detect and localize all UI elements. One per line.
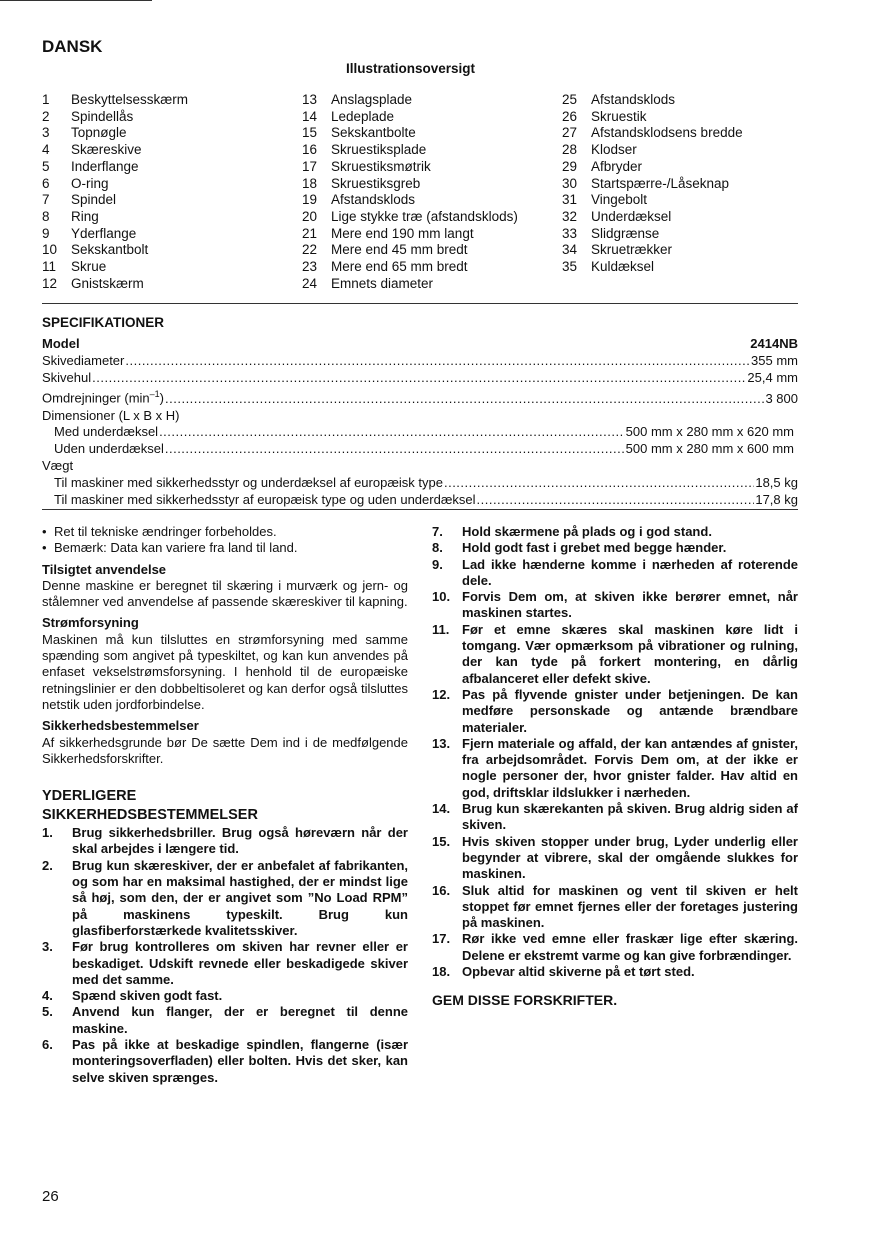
illustration-item-label: Slidgrænse: [591, 225, 660, 241]
safety-rule-number: 15.: [432, 833, 451, 849]
heading-sikkerhed: Sikkerhedsbestemmelser: [42, 718, 199, 734]
safety-rule: [432, 622, 798, 687]
illustration-title-underline: [0, 0, 152, 1]
illustration-item: [302, 209, 552, 226]
illustration-item-number: 9: [42, 225, 50, 241]
safety-rule: [432, 687, 798, 736]
illustration-item-label: Skruestik: [591, 108, 647, 124]
spec-value: 500 mm x 280 mm x 620 mm: [625, 424, 794, 440]
spec-vaegt-label: Vægt: [42, 457, 74, 473]
illustration-item: [302, 109, 552, 126]
illustration-item-number: 29: [562, 158, 578, 174]
spec-value: 355 mm: [751, 352, 798, 368]
spec-label: Omdrejninger $(\min^{-1})$: [42, 389, 165, 406]
safety-list-right: [432, 524, 798, 980]
illustration-item-label: Lige stykke træ (afstandsklods): [331, 208, 518, 224]
safety-rule: [42, 1004, 408, 1037]
safety-rule-number: 11.: [432, 621, 450, 637]
illustration-item-label: Gnistskærm: [71, 275, 144, 291]
safety-rule-text: Lad ikke hænderne komme i nærheden af roterende dele.: [462, 556, 798, 588]
section-heading-yderligere: YDERLIGERE SIKKERHEDSBESTEMMELSER: [42, 788, 258, 824]
illustration-title: Illustrationsoversigt: [346, 61, 476, 76]
safety-rule-number: 10.: [432, 589, 451, 605]
spec-row-vaegt2: [42, 492, 798, 509]
safety-rule: [432, 589, 798, 622]
illustration-item-label: Sekskantbolte: [331, 125, 416, 141]
illustration-item-number: 25: [562, 92, 578, 107]
illustration-item-label: Kuldæksel: [591, 259, 655, 275]
illustration-item-label: O-ring: [71, 175, 109, 191]
illustration-item-number: 3: [42, 125, 50, 141]
illustration-item-label: Mere end 45 mm bredt: [331, 242, 468, 258]
safety-rule-number: 16.: [432, 882, 451, 898]
illustration-item: [562, 259, 812, 276]
illustration-item-number: 7: [42, 192, 50, 208]
spec-row-skivediameter: [42, 353, 798, 370]
illustration-item-label: Skruestiksgreb: [331, 175, 421, 191]
illustration-item: [562, 242, 812, 259]
safety-rule-text: Opbevar altid skiverne på et tørt sted.: [462, 964, 695, 980]
illustration-item: [302, 259, 552, 276]
illustration-list-col1: [42, 92, 292, 292]
spec-value: 500 mm x 280 mm x 600 mm: [625, 441, 794, 457]
illustration-item: [42, 125, 292, 142]
safety-rule-text: Pas på ikke at beskadige spindlen, flangerne (især monteringsoverfladen) eller bolten. Hvis det sker, kan selve skiven sprænges.: [72, 1037, 408, 1085]
illustration-item-number: 33: [562, 225, 578, 241]
safety-rule-number: 17.: [432, 931, 451, 947]
illustration-item-number: 21: [302, 225, 318, 241]
safety-rule-number: 5.: [42, 1004, 53, 1020]
safety-rule-number: 7.: [432, 524, 443, 539]
illustration-item: [562, 176, 812, 193]
illustration-item-label: Skrue: [71, 259, 107, 275]
language-heading: DANSK: [42, 37, 103, 56]
spec-label: Til maskiner med sikkerhedsstyr af europæisk type og uden underdæksel: [54, 491, 476, 507]
illustration-item-label: Sekskantbolt: [71, 242, 149, 258]
illustration-item-number: 5: [42, 158, 50, 174]
illustration-item-number: 30: [562, 175, 578, 191]
illustration-item-number: 14: [302, 108, 318, 124]
illustration-item-label: Skruestiksplade: [331, 142, 427, 158]
spec-model-value: 2414NB: [750, 336, 798, 351]
illustration-item: [562, 125, 812, 142]
safety-rule-text: Før brug kontrolleres om skiven har revner eller er beskadiget. Udskift revnede eller beskadigede skiver med det samme.: [72, 939, 408, 987]
closing-heading: GEM DISSE FORSKRIFTER.: [432, 992, 618, 1009]
paragraph-tilsigtet: Denne maskine er beregnet til skæring i murværk og jern- og stålemner ved anvendelse af passende skæreskiver til kapning.: [42, 577, 408, 610]
spec-dimensioner-label: Dimensioner (L x B x H): [42, 407, 180, 423]
illustration-item: [42, 176, 292, 193]
illustration-item: [42, 92, 292, 109]
illustration-item-number: 28: [562, 142, 578, 158]
right-column: [432, 524, 798, 1008]
illustration-item-label: Skæreskive: [71, 142, 142, 158]
illustration-item-number: 2: [42, 108, 50, 124]
safety-rule-number: 2.: [42, 857, 53, 873]
illustration-item: [562, 226, 812, 243]
illustration-item-label: Anslagsplade: [331, 92, 413, 107]
illustration-item-label: Emnets diameter: [331, 275, 434, 291]
safety-rule: [432, 524, 798, 540]
illustration-item-number: 13: [302, 92, 318, 107]
spec-label: Skivediameter: [42, 352, 125, 368]
illustration-item-number: 11: [42, 259, 57, 275]
specifications-table: [42, 336, 798, 508]
safety-rule-text: Hvis skiven stopper under brug, Lyder underlig eller begynder at vibrere, skal der omgående slukkes for maskinen.: [462, 833, 798, 882]
spec-row-uden-underdaeksel: [42, 441, 794, 458]
illustration-item-label: Ring: [71, 208, 99, 224]
safety-rule-number: 13.: [432, 735, 451, 751]
illustration-item: [42, 209, 292, 226]
illustration-item-number: 6: [42, 175, 50, 191]
spec-row-omdrejninger: [42, 386, 798, 407]
safety-rule-text: Fjern materiale og affald, der kan antændes af gnister, fra arbejdsområdet. Forvis Dem om, at der ikke er nogle personer der, hvor gnister falder. Hav altid en god, driftsklar ildslukker i nærheden.: [462, 735, 798, 800]
illustration-item-number: 34: [562, 242, 578, 258]
illustration-list-col3: [562, 92, 812, 276]
illustration-item-label: Spindel: [71, 192, 117, 208]
divider-top: [42, 303, 798, 304]
safety-rule: [42, 825, 408, 858]
illustration-item-number: 27: [562, 125, 578, 141]
paragraph-stromforsyning: Maskinen må kun tilsluttes en strømforsyning med samme spænding som angivet på typeskiltet, og kan kun anvendes på enfaset vekselstrømsforsyning. I henhold til de europæiske retningslinier er den dobbeltisoleret og kan derfor også tilsluttes netstik uden jordforbindelse.: [42, 631, 408, 712]
illustration-item-number: 15: [302, 125, 318, 141]
spec-label: Med underdæksel: [54, 424, 159, 440]
illustration-item-number: 32: [562, 208, 578, 224]
illustration-item: [562, 109, 812, 126]
safety-rule: [42, 939, 408, 988]
illustration-item-number: 23: [302, 259, 318, 275]
illustration-item: [302, 226, 552, 243]
paragraph-sikkerhed: Af sikkerhedsgrunde bør De sætte Dem ind i de medfølgende Sikkerhedsforskrifter.: [42, 734, 408, 766]
illustration-item: [42, 242, 292, 259]
spec-label: Skivehul: [42, 369, 92, 385]
illustration-item-label: Klodser: [591, 142, 637, 158]
safety-rule-number: 9.: [432, 556, 443, 572]
illustration-item-label: Afstandsklods: [331, 192, 416, 208]
page-number: 26: [42, 1188, 59, 1205]
safety-rule: [432, 931, 798, 964]
spec-model-row: [42, 336, 798, 353]
illustration-item-label: Beskyttelsesskærm: [71, 92, 189, 107]
safety-rule-number: 4.: [42, 988, 53, 1004]
safety-rule-number: 1.: [42, 825, 53, 841]
illustration-item: [302, 159, 552, 176]
safety-rule: [42, 858, 408, 939]
illustration-item: [302, 125, 552, 142]
safety-rule-number: 14.: [432, 801, 451, 817]
safety-list-left: [42, 825, 408, 1086]
illustration-item: [42, 142, 292, 159]
illustration-item: [302, 192, 552, 209]
safety-rule: [432, 557, 798, 590]
safety-rule-text: Pas på flyvende gnister under betjeningen. De kan medføre personskade og antænde brændbare materialer.: [462, 686, 798, 735]
bullet-item: • Ret til tekniske ændringer forbeholdes.: [42, 524, 277, 539]
safety-rule-number: 6.: [42, 1037, 53, 1053]
spec-row-vaegt1: [42, 475, 798, 492]
spec-label: Til maskiner med sikkerhedsstyr og underdæksel af europæisk type: [54, 474, 443, 490]
spec-value: 18,5 kg: [755, 474, 798, 490]
illustration-item-label: Skruetrækker: [591, 242, 673, 258]
illustration-item-number: 31: [562, 192, 578, 208]
safety-rule: [432, 834, 798, 883]
illustration-item-number: 16: [302, 142, 318, 158]
illustration-item: [42, 192, 292, 209]
illustration-list-col2: [302, 92, 552, 292]
heading-tilsigtet: Tilsigtet anvendelse: [42, 561, 167, 577]
illustration-item-number: 20: [302, 208, 318, 224]
illustration-item: [562, 209, 812, 226]
illustration-item: [302, 142, 552, 159]
safety-rule-text: Hold skærmene på plads og i god stand.: [462, 524, 712, 539]
left-column: [42, 524, 408, 1086]
illustration-item: [562, 92, 812, 109]
illustration-item-label: Underdæksel: [591, 208, 672, 224]
illustration-item: [42, 226, 292, 243]
safety-rule-text: Anvend kun flanger, der er beregnet til denne maskine.: [72, 1004, 408, 1036]
illustration-item-label: Ledeplade: [331, 108, 395, 124]
illustration-item: [42, 109, 292, 126]
illustration-item-label: Inderflange: [71, 158, 139, 174]
illustration-item-number: 19: [302, 192, 318, 208]
illustration-item-label: Mere end 65 mm bredt: [331, 259, 468, 275]
illustration-item: [562, 192, 812, 209]
illustration-item: [562, 159, 812, 176]
illustration-item-label: Topnøgle: [71, 125, 127, 141]
illustration-item-label: Yderflange: [71, 225, 137, 241]
safety-rule-number: 18.: [432, 964, 451, 980]
illustration-item-number: 35: [562, 259, 578, 275]
illustration-item: [562, 142, 812, 159]
safety-rule-text: Forvis Dem om, at skiven ikke berører emnet, når maskinen startes.: [462, 589, 798, 621]
illustration-item-label: Afstandsklods: [591, 92, 676, 107]
safety-rule-text: Brug kun skæreskiver, der er anbefalet af fabrikanten, og som har en maksimal hastighed, der er mindst lige så høj, som den, der er angivet som ”No Load RPM” på maskinens typeskilt. Brug kun glasfiberforstærkede kvalitetsskiver.: [72, 857, 408, 938]
illustration-item: [302, 176, 552, 193]
safety-rule: [432, 736, 798, 801]
illustration-item: [302, 242, 552, 259]
safety-rule-number: 3.: [42, 939, 53, 955]
safety-rule: [432, 883, 798, 932]
illustration-item-number: 1: [42, 92, 50, 107]
spec-value: 17,8 kg: [755, 491, 798, 507]
illustration-item-number: 10: [42, 242, 58, 258]
safety-rule: [432, 801, 798, 834]
spec-label: Uden underdæksel: [54, 441, 164, 457]
illustration-item-number: 18: [302, 175, 318, 191]
illustration-item-label: Afstandsklodsens bredde: [591, 125, 743, 141]
spec-row-skivehul: [42, 370, 798, 387]
safety-rule: [432, 540, 798, 556]
safety-rule-number: 12.: [432, 686, 451, 702]
illustration-item-number: 17: [302, 158, 318, 174]
illustration-item-label: Skruestiksmøtrik: [331, 158, 431, 174]
safety-rule: [432, 964, 798, 980]
illustration-item: [42, 259, 292, 276]
safety-rule-text: Hold godt fast i grebet med begge hænder.: [462, 540, 727, 556]
spec-model-label: Model: [42, 336, 80, 351]
illustration-item-number: 24: [302, 275, 318, 291]
illustration-item-label: Startspærre-/Låseknap: [591, 175, 730, 191]
illustration-item: [302, 276, 552, 293]
safety-rule-text: Rør ikke ved emne eller fraskær lige efter skæring. Delene er ekstremt varme og kan give forbrændinger.: [462, 931, 798, 963]
heading-stromforsyning: Strømforsyning: [42, 615, 139, 631]
divider-bottom: [42, 509, 798, 510]
spec-value: 3 800: [765, 390, 798, 406]
safety-rule-text: Brug kun skærekanten på skiven. Brug aldrig siden af skiven.: [462, 801, 798, 833]
illustration-item-label: Vingebolt: [591, 192, 648, 208]
illustration-item-label: Mere end 190 mm langt: [331, 225, 474, 241]
illustration-item-label: Afbryder: [591, 158, 643, 174]
illustration-item-number: 12: [42, 275, 58, 291]
illustration-item-number: 8: [42, 208, 50, 224]
illustration-item-label: Spindellås: [71, 108, 134, 124]
safety-rule-text: Brug sikkerhedsbriller. Brug også høreværn når der skal arbejdes i længere tid.: [72, 825, 408, 857]
illustration-item: [42, 276, 292, 293]
safety-rule-text: Spænd skiven godt fast.: [72, 988, 223, 1004]
illustration-item: [302, 92, 552, 109]
illustration-item-number: 26: [562, 108, 578, 124]
safety-rule: [42, 988, 408, 1004]
safety-rule-text: Før et emne skæres skal maskinen køre lidt i tomgang. Vær opmærksom på vibrationer og rulning, der kan tyde på forkert montering, en dårlig afbalanceret eller defekt skive.: [462, 621, 798, 686]
illustration-item-number: 22: [302, 242, 318, 258]
spec-row-med-underdaeksel: [42, 424, 794, 441]
safety-rule-text: Sluk altid for maskinen og vent til skiven er helt stoppet før emnet fjernes eller der foretages justering på maskinen.: [462, 882, 798, 931]
illustration-item-number: 4: [42, 142, 50, 158]
illustration-item: [42, 159, 292, 176]
spec-value: 25,4 mm: [747, 369, 798, 385]
specifications-title: SPECIFIKATIONER: [42, 315, 165, 330]
bullet-item: • Bemærk: Data kan variere fra land til land.: [42, 540, 298, 556]
safety-rule: [42, 1037, 408, 1086]
safety-rule-number: 8.: [432, 540, 443, 556]
